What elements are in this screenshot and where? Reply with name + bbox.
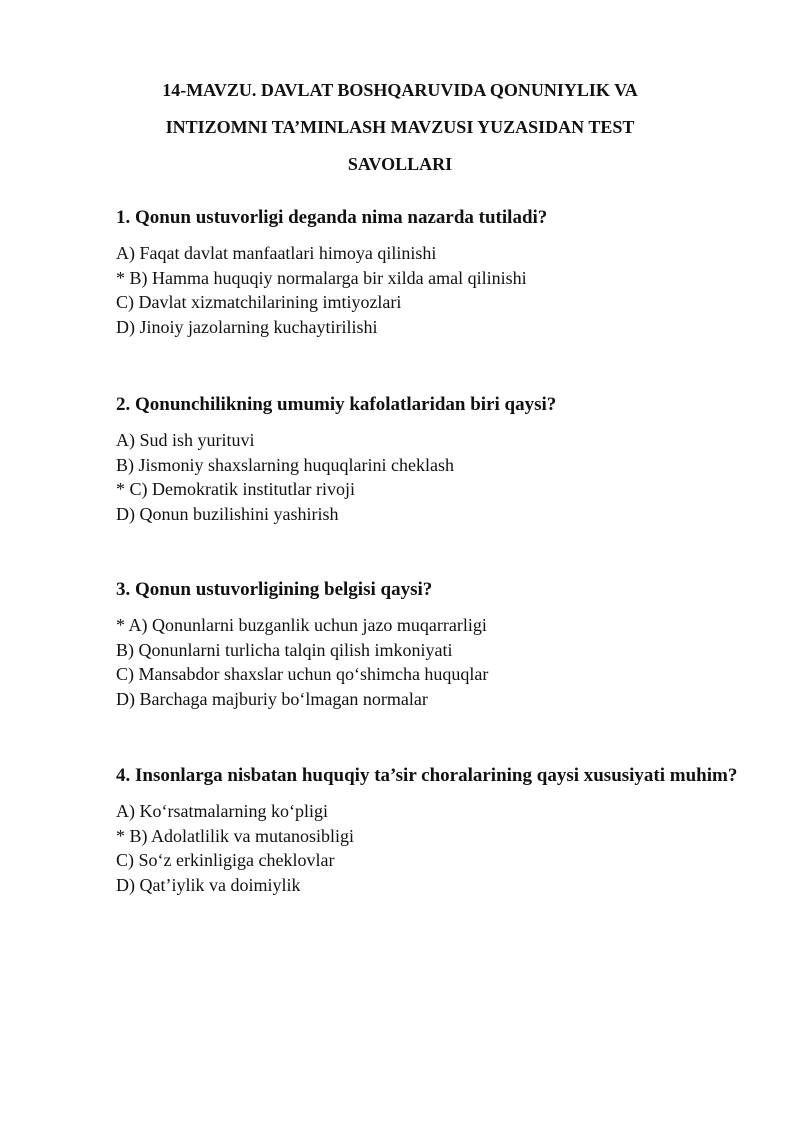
- question-4: [116, 764, 756, 898]
- answer-options: [116, 799, 756, 898]
- answer-option-d: D) Jinoiy jazolarning kuchaytirilishi: [116, 317, 378, 338]
- answer-option-c: C) Davlat xizmatchilarining imtiyozlari: [116, 292, 402, 313]
- question-1: [116, 206, 756, 340]
- answer-option-a: A) Faqat davlat manfaatlari himoya qilinishi: [116, 243, 437, 263]
- answer-option-c-correct: * C) Demokratik institutlar rivoji: [116, 479, 355, 500]
- question-2: [116, 393, 756, 527]
- answer-option-a-correct: * A) Qonunlarni buzganlik uchun jazo muqarrarligi: [116, 615, 487, 635]
- answer-options: [116, 241, 756, 340]
- document-title-line: 14-MAVZU. DAVLAT BOSHQARUVIDA QONUNIYLIK VA: [162, 80, 638, 100]
- answer-option-a: A) Sud ish yurituvi: [116, 430, 255, 450]
- question-text: 2. Qonunchilikning umumiy kafolatlaridan biri qaysi?: [116, 394, 557, 415]
- answer-option-b-correct: * B) Hamma huquqiy normalarga bir xilda amal qilinishi: [116, 267, 527, 288]
- question-3: [116, 578, 756, 712]
- answer-option-a: A) Ko‘rsatmalarning ko‘pligi: [116, 801, 328, 821]
- answer-option-d: D) Qonun buzilishini yashirish: [116, 504, 339, 525]
- document-title-line: SAVOLLARI: [347, 154, 453, 174]
- answer-option-b: B) Qonunlarni turlicha talqin qilish imkoniyati: [116, 639, 453, 660]
- answer-option-d: D) Barchaga majburiy bo‘lmagan normalar: [116, 689, 428, 710]
- answer-option-d: D) Qat’iylik va doimiylik: [116, 875, 301, 896]
- answer-option-b: B) Jismoniy shaxslarning huquqlarini cheklash: [116, 454, 454, 475]
- answer-option-c: C) So‘z erkinligiga cheklovlar: [116, 850, 335, 871]
- question-text: 4. Insonlarga nisbatan huquqiy ta’sir choralarining qaysi xususiyati muhim?: [116, 765, 738, 786]
- answer-options: [116, 428, 756, 527]
- document-title-line: INTIZOMNI TA’MINLASH MAVZUSI YUZASIDAN TEST: [165, 117, 635, 137]
- question-text: 3. Qonun ustuvorligining belgisi qaysi?: [116, 579, 433, 600]
- answer-option-c: C) Mansabdor shaxslar uchun qo‘shimcha huquqlar: [116, 664, 489, 685]
- answer-options: [116, 613, 756, 712]
- answer-option-b-correct: * B) Adolatlilik va mutanosibligi: [116, 825, 354, 846]
- document-title: [110, 72, 690, 183]
- question-text: 1. Qonun ustuvorligi deganda nima nazarda tutiladi?: [116, 207, 548, 228]
